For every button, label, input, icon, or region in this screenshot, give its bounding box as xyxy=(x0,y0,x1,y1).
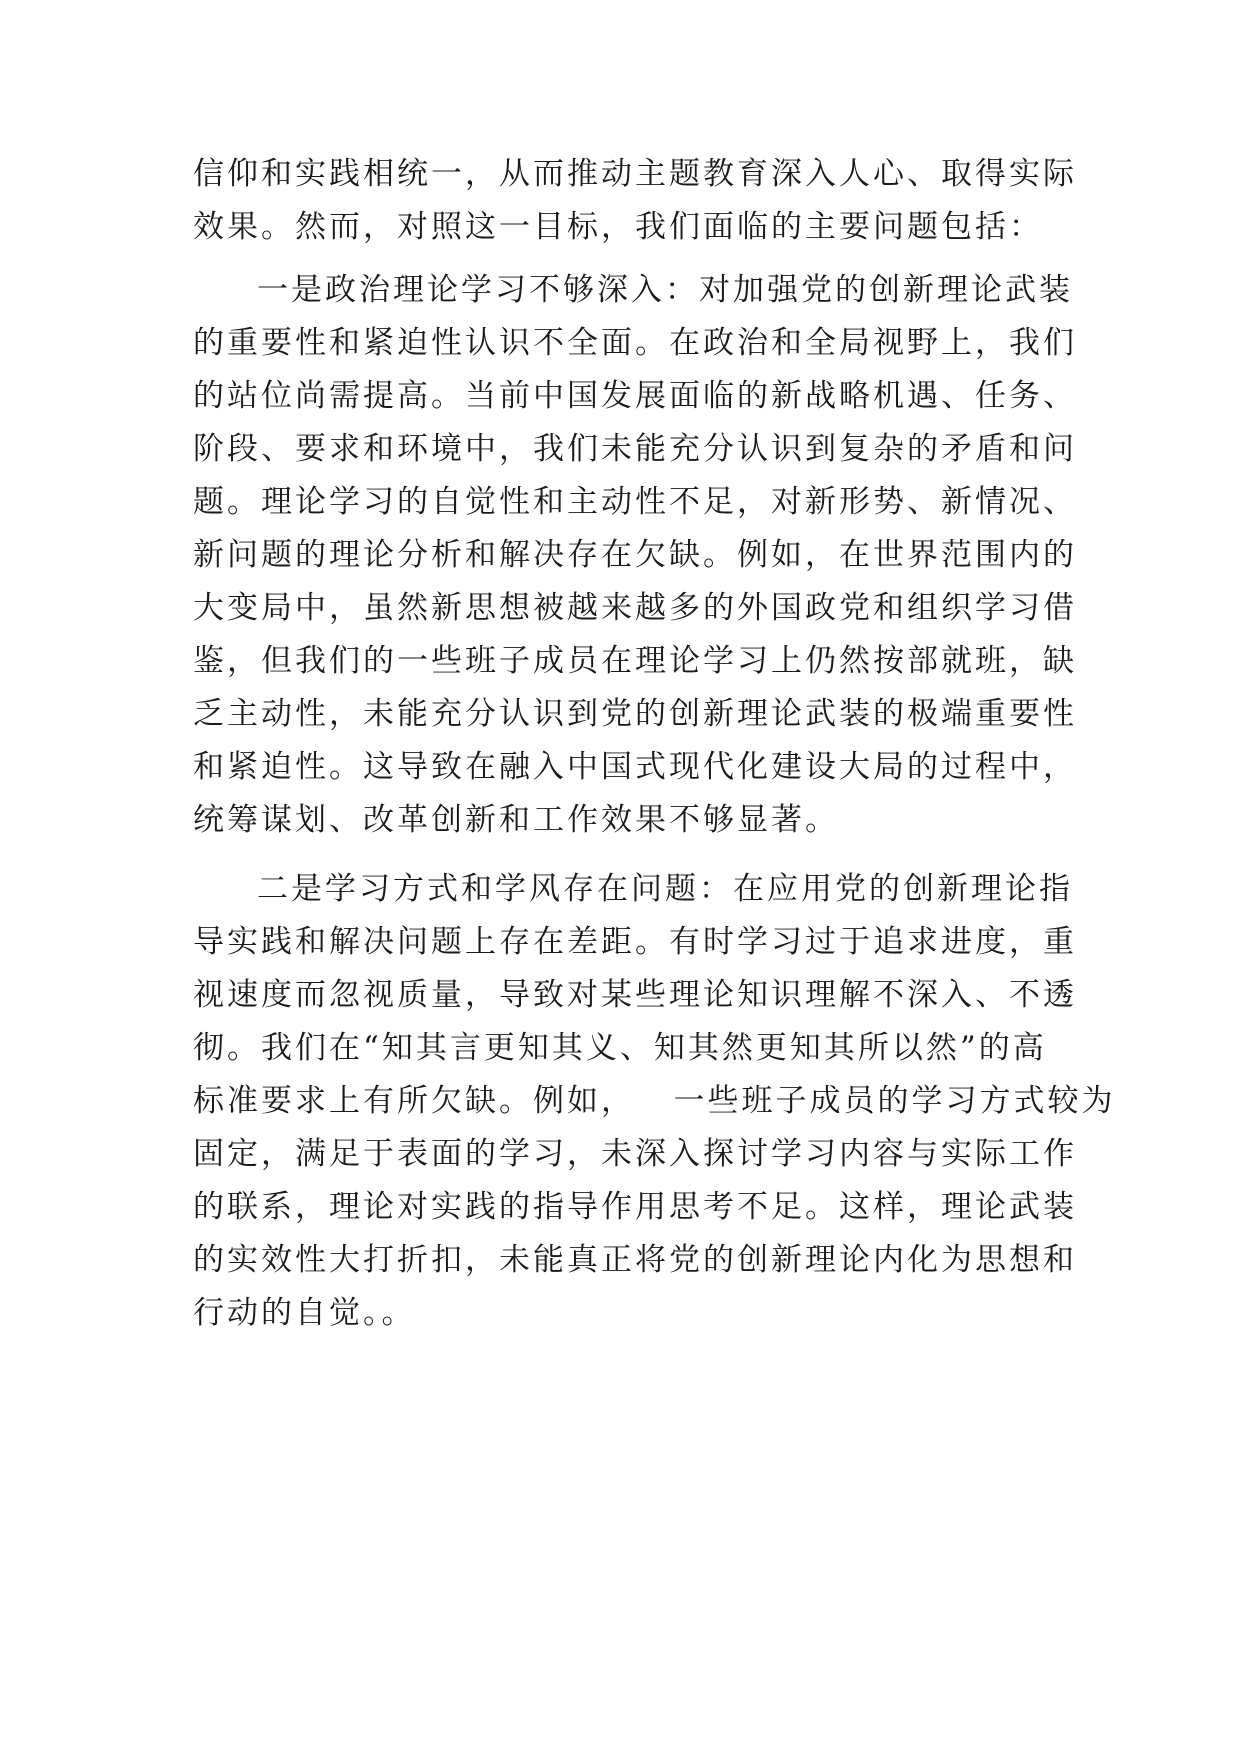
text-line: 导实践和解决问题上存在差距。有时学习过于追求进度，重 xyxy=(193,924,1077,960)
text-line: 和紧迫性。这导致在融入中国式现代化建设大局的过程中， xyxy=(193,749,1077,785)
text-line: 阶段、要求和环境中，我们未能充分认识到复杂的矛盾和问 xyxy=(193,431,1077,467)
text-line: 一是政治理论学习不够深入：对加强党的创新理论武装 xyxy=(257,272,1073,308)
text-line: 彻。我们在“知其言更知其义、知其然更知其所以然”的高 xyxy=(193,1030,1047,1066)
text-line: 大变局中，虽然新思想被越来越多的外国政党和组织学习借 xyxy=(193,590,1077,626)
paragraph-study-style xyxy=(193,863,1116,1340)
text-line: 效果。然而，对照这一目标，我们面临的主要问题包括： xyxy=(193,209,1043,245)
text-line: 乏主动性，未能充分认识到党的创新理论武装的极端重要性 xyxy=(193,696,1077,732)
intro-paragraph xyxy=(193,148,1077,254)
text-line: 固定，满足于表面的学习，未深入探讨学习内容与实际工作 xyxy=(193,1136,1077,1172)
text-line: 新问题的理论分析和解决存在欠缺。例如，在世界范围内的 xyxy=(193,537,1077,573)
text-line: 行动的自觉。。 xyxy=(193,1295,416,1331)
text-line: 视速度而忽视质量，导致对某些理论知识理解不深入、不透 xyxy=(193,977,1077,1013)
document-body xyxy=(193,148,1116,1340)
text-line: 的重要性和紧迫性认识不全面。在政治和全局视野上，我们 xyxy=(193,325,1077,361)
text-line: 鉴，但我们的一些班子成员在理论学习上仍然按部就班，缺 xyxy=(193,643,1077,679)
text-line: 的联系，理论对实践的指导作用思考不足。这样，理论武装 xyxy=(193,1189,1077,1225)
text-line: 的站位尚需提高。当前中国发展面临的新战略机遇、任务、 xyxy=(193,378,1077,414)
text-line: 信仰和实践相统一，从而推动主题教育深入人心、取得实际 xyxy=(193,156,1077,192)
text-line: 统筹谋划、改革创新和工作效果不够显著。 xyxy=(193,802,839,838)
text-line: 题。理论学习的自觉性和主动性不足，对新形势、新情况、 xyxy=(193,484,1077,520)
paragraph-political-theory xyxy=(193,264,1077,847)
text-line: 标准要求上有所欠缺。例如， 一些班子成员的学习方式较为 xyxy=(193,1083,1116,1119)
text-line: 的实效性大打折扣，未能真正将党的创新理论内化为思想和 xyxy=(193,1242,1077,1278)
text-line: 二是学习方式和学风存在问题：在应用党的创新理论指 xyxy=(257,871,1073,907)
